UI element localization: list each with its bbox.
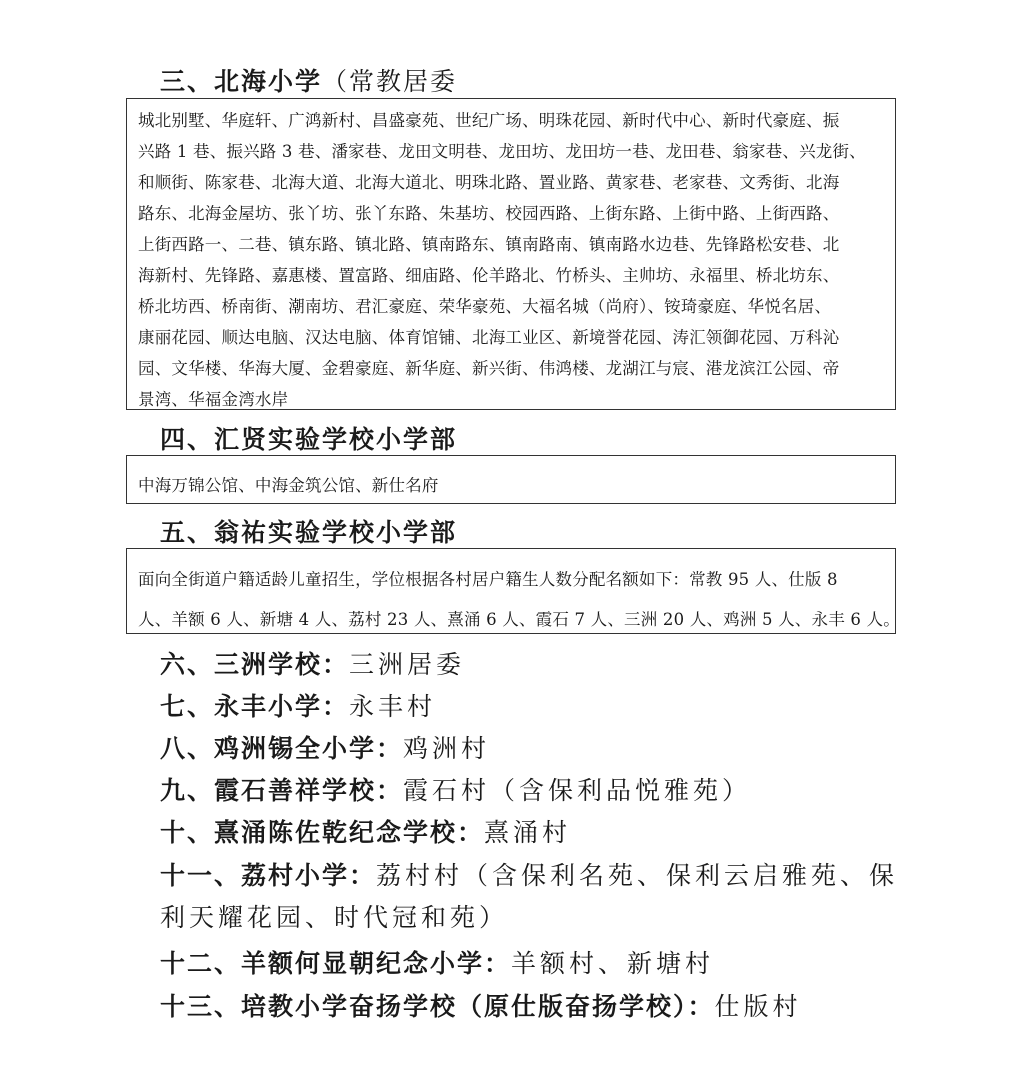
item-value: 荔村村（含保利名苑、保利云启雅苑、保: [376, 861, 899, 890]
list-item: [160, 898, 508, 934]
item-key: 八、鸡洲锡全小学：: [160, 734, 404, 763]
section-4-line: 中海万锦公馆、中海金筑公馆、新仕名府: [138, 476, 439, 495]
item-value: 仕版村: [714, 992, 802, 1021]
section-3-box: [126, 98, 896, 410]
section-5-box: [126, 548, 900, 634]
item-value: 三洲居委: [349, 650, 466, 679]
section-3-line: 海新村、先锋路、嘉惠楼、置富路、细庙路、伦羊路北、竹桥头、主帅坊、永福里、桥北坊东、: [138, 266, 840, 285]
item-value: 熹涌村: [484, 818, 572, 847]
list-item: [160, 813, 571, 849]
section-3-heading: [160, 62, 457, 98]
section-5-line: 面向全街道户籍适龄儿童招生，学位根据各村居户籍生人数分配名额如下：常教 95 人、仕版 8: [138, 570, 838, 589]
item-key: 十一、荔村小学：: [160, 861, 377, 890]
section-5-heading: [160, 513, 457, 549]
section-4-title: 四、汇贤实验学校小学部: [160, 425, 458, 454]
item-key: 九、霞石善祥学校：: [160, 776, 404, 805]
section-3-line: 和顺街、陈家巷、北海大道、北海大道北、明珠北路、置业路、黄家巷、老家巷、文秀街、北海: [138, 173, 840, 192]
list-item: [160, 987, 802, 1023]
list-item: [160, 856, 898, 892]
list-item: [160, 944, 714, 980]
section-5-line: 人、羊额 6 人、新塘 4 人、荔村 23 人、熹涌 6 人、霞石 7 人、三洲 20 人、鸡洲 5 人、永丰 6 人。: [138, 610, 900, 629]
item-key: 七、永丰小学：: [160, 692, 350, 721]
item-key: 十三、培教小学奋扬学校（原仕版奋扬学校）：: [160, 992, 715, 1021]
section-3-line: 路东、北海金屋坊、张丫坊、张丫东路、朱基坊、校园西路、上街东路、上街中路、上街西路、: [138, 204, 840, 223]
item-value: 羊额村、新塘村: [511, 949, 715, 978]
item-value: 霞石村（含保利品悦雅苑）: [403, 776, 752, 805]
section-3-line: 景湾、华福金湾水岸: [138, 390, 289, 409]
list-item: [160, 645, 465, 681]
section-3-line: 兴路 1 巷、振兴路 3 巷、潘家巷、龙田文明巷、龙田坊、龙田坊一巷、龙田巷、翁家巷、兴龙街、: [138, 142, 866, 161]
section-4-heading: [160, 420, 457, 456]
list-item: [160, 729, 490, 765]
item-key: 六、三洲学校：: [160, 650, 350, 679]
item-key: 十、熹涌陈佐乾纪念学校：: [160, 818, 485, 847]
item-value: 利天耀花园、时代冠和苑）: [160, 903, 509, 932]
list-item: [160, 771, 751, 807]
section-3-line: 桥北坊西、桥南街、潮南坊、君汇豪庭、荣华豪苑、大福名城（尚府）、铵琦豪庭、华悦名居、: [138, 297, 832, 316]
item-value: 鸡洲村: [403, 734, 491, 763]
section-3-line: 上街西路一、二巷、镇东路、镇北路、镇南路东、镇南路南、镇南路水边巷、先锋路松安巷、北: [138, 235, 840, 254]
section-3-title: 三、北海小学: [160, 67, 323, 96]
section-4-box: [126, 455, 896, 504]
section-3-line: 园、文华楼、华海大厦、金碧豪庭、新华庭、新兴街、伟鸿楼、龙湖江与宸、港龙滨江公园、帝: [138, 359, 840, 378]
list-item: [160, 687, 436, 723]
section-3-title-note: （常教居委: [322, 67, 458, 96]
section-3-line: 城北别墅、华庭轩、广鸿新村、昌盛豪苑、世纪广场、明珠花园、新时代中心、新时代豪庭、振: [138, 111, 840, 130]
section-5-title: 五、翁祐实验学校小学部: [160, 518, 458, 547]
item-value: 永丰村: [349, 692, 437, 721]
section-3-line: 康丽花园、顺达电脑、汉达电脑、体育馆铺、北海工业区、新境誉花园、涛汇领御花园、万科沁: [138, 328, 840, 347]
item-key: 十二、羊额何显朝纪念小学：: [160, 949, 512, 978]
